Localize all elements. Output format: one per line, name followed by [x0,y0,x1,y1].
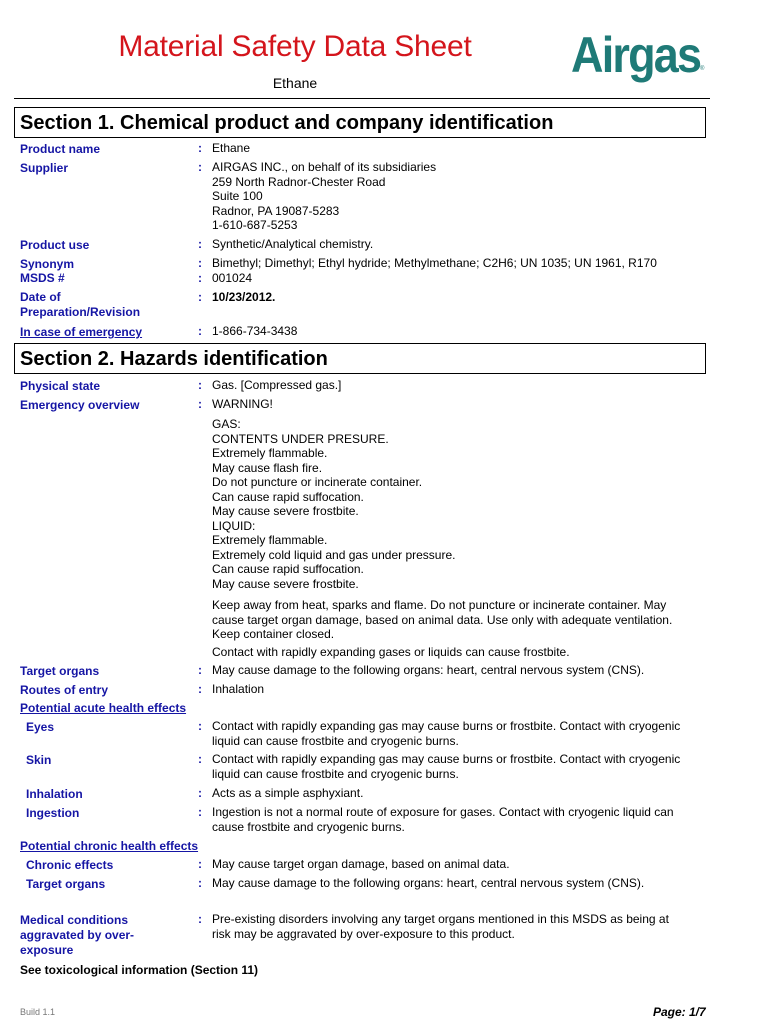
date-label: Date of Preparation/Revision [20,290,141,319]
target-organs-value: May cause damage to the following organs: heart, central nervous system (CNS). [212,663,645,677]
emergency-value: 1-866-734-3438 [212,324,298,338]
chronic-target-organs-label: Target organs [26,877,106,891]
synonym-value: Bimethyl; Dimethyl; Ethyl hydride; Methylmethane; C2H6; UN 1035; UN 1961, R170 [212,256,657,270]
colon: : [198,805,202,819]
msds-value: 001024 [212,271,253,285]
colon: : [198,786,202,800]
product-name-label: Product name [20,142,101,156]
product-use-label: Product use [20,238,90,252]
emergency-label[interactable]: In case of emergency [20,325,143,339]
chronic-target-organs-value: May cause damage to the following organs: heart, central nervous system (CNS). [212,876,645,890]
colon: : [198,256,202,270]
precautions-text: Keep away from heat, sparks and flame. Do not puncture or incinerate container. May cause target organ damage, based on animal data. Use only with adequate ventilation. Keep container closed. [212,598,673,641]
eyes-value: Contact with rapidly expanding gas may cause burns or frostbite. Contact with cryogenic liquid can cause frostbite and cryogenic burns. [212,719,681,748]
colon: : [198,857,202,871]
contact-note: Contact with rapidly expanding gases or liquids can cause frostbite. [212,645,570,659]
colon: : [198,141,202,155]
supplier-value: AIRGAS INC., on behalf of its subsidiaries 259 North Radnor-Chester Road Suite 100 Radnor, PA 19087-5283 1-610-687-5253 [212,160,437,232]
header-divider [14,98,710,99]
colon: : [198,237,202,251]
overview-lines: GAS: CONTENTS UNDER PRESURE. Extremely flammable. May cause flash fire. Do not puncture or incinerate container. Can cause rapid suffocation. May cause severe frostbite. LIQUID: Extremely flammable. Extremely cold liquid and gas under pressure. Can cause rapid suffocation. May cause severe frostbite. [212,417,456,591]
colon: : [198,876,202,890]
colon: : [198,719,202,733]
page-number: Page: 1/7 [653,1005,706,1019]
colon: : [198,682,202,696]
registered-mark: ® [700,66,705,72]
warning-value: WARNING! [212,397,273,411]
inhalation-label: Inhalation [26,787,83,801]
date-value: 10/23/2012. [212,290,276,304]
acute-effects-heading[interactable]: Potential acute health effects [20,701,187,715]
supplier-label: Supplier [20,161,69,175]
toxicology-reference: See toxicological information (Section 11) [20,963,259,977]
chronic-effects-heading[interactable]: Potential chronic health effects [20,839,199,853]
routes-label: Routes of entry [20,683,109,697]
eyes-label: Eyes [26,720,55,734]
skin-value: Contact with rapidly expanding gas may cause burns or frostbite. Contact with cryogenic liquid can cause frostbite and cryogenic burns. [212,752,681,781]
physical-state-label: Physical state [20,379,101,393]
product-use-value: Synthetic/Analytical chemistry. [212,237,374,251]
colon: : [198,271,202,285]
colon: : [198,663,202,677]
colon: : [198,752,202,766]
inhalation-value: Acts as a simple asphyxiant. [212,786,364,800]
document-title: Material Safety Data Sheet [118,30,472,63]
medical-conditions-label: Medical conditions aggravated by over- exposure [20,913,135,957]
build-version: Build 1.1 [20,1007,56,1017]
section-2-heading: Section 2. Hazards identification [14,343,706,374]
colon: : [198,324,202,338]
medical-conditions-value: Pre-existing disorders involving any target organs mentioned in this MSDS as being at risk may be aggravated by over-exposure to this product. [212,912,669,941]
section-1-heading: Section 1. Chemical product and company identification [14,107,706,138]
skin-label: Skin [26,753,52,767]
product-name-value: Ethane [212,141,251,155]
target-organs-label: Target organs [20,664,100,678]
chronic-effects-label: Chronic effects [26,858,114,872]
emergency-overview-label: Emergency overview [20,398,140,412]
chronic-effects-value: May cause target organ damage, based on animal data. [212,857,510,871]
ingestion-label: Ingestion [26,806,80,820]
ingestion-value: Ingestion is not a normal route of exposure for gases. Contact with cryogenic liquid can cause frostbite and cryogenic burns. [212,805,674,834]
colon: : [198,912,202,926]
colon: : [198,290,202,304]
physical-state-value: Gas. [Compressed gas.] [212,378,342,392]
airgas-logo: Airgas [571,27,701,83]
document-subtitle: Ethane [272,75,318,91]
colon: : [198,397,202,411]
routes-value: Inhalation [212,682,265,696]
colon: : [198,378,202,392]
colon: : [198,160,202,174]
msds-label: MSDS # [20,271,65,285]
synonym-label: Synonym [20,257,75,271]
